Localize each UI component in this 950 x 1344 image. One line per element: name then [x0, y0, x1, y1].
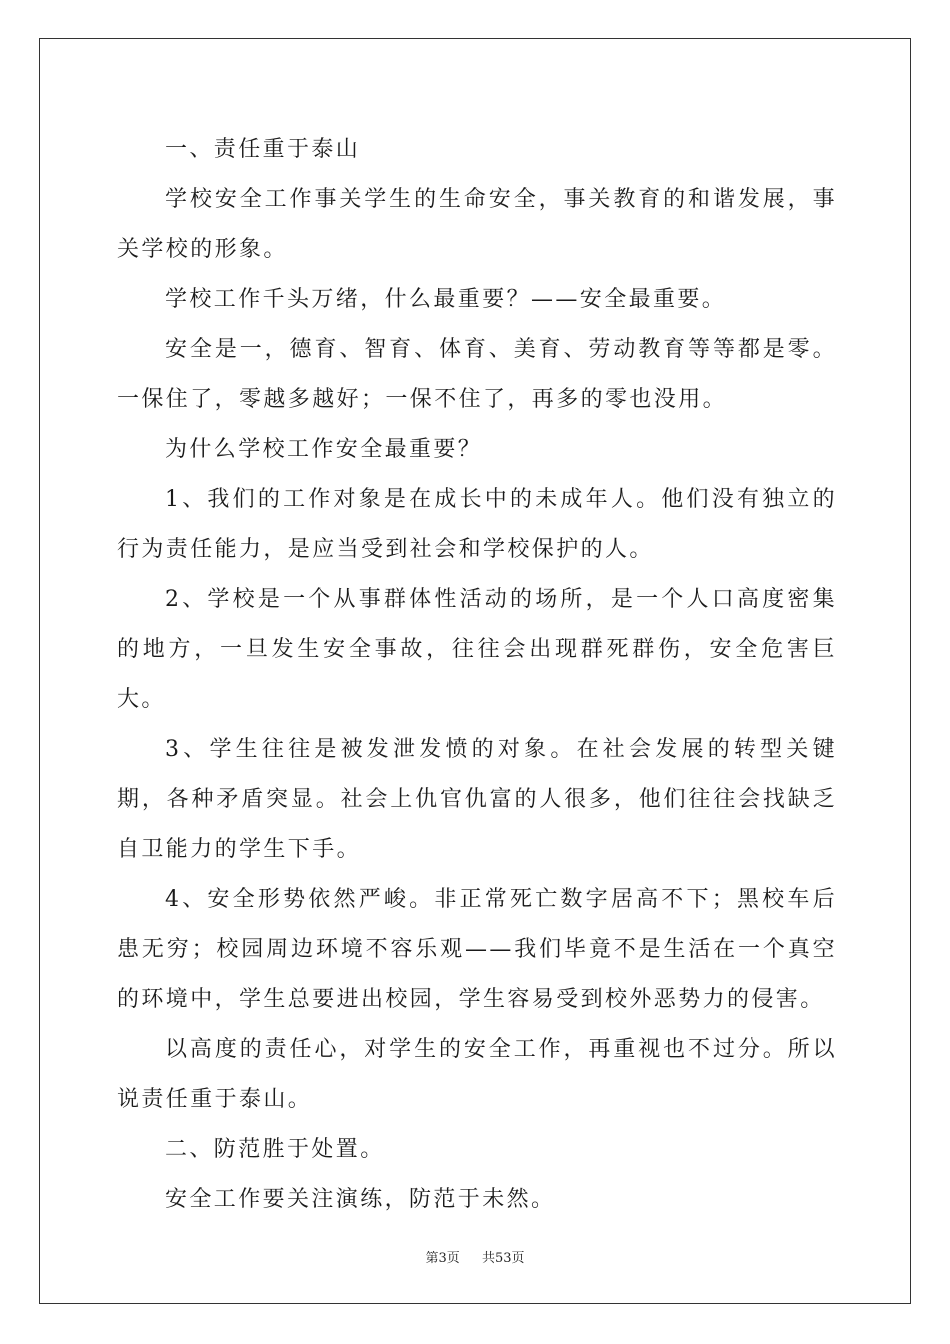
section-heading-2: 二、防范胜于处置。	[165, 1137, 385, 1162]
paragraph: 学校安全工作事关学生的生命安全，事关教育的和谐发展，事关学校的形象。	[117, 187, 837, 262]
list-item: 3、学生往往是被发泄发愤的对象。在社会发展的转型关键期，各种矛盾突显。社会上仇官仇富的人很多，他们往往会找缺乏自卫能力的学生下手。	[117, 737, 837, 862]
paragraph: 为什么学校工作安全最重要？	[165, 437, 483, 462]
paragraph: 安全工作要关注演练，防范于未然。	[165, 1187, 556, 1212]
page-footer	[0, 1247, 950, 1266]
document-body	[117, 125, 837, 1225]
total-page-count: 共53页	[482, 1251, 525, 1266]
list-item: 4、安全形势依然严峻。非正常死亡数字居高不下；黑校车后患无穷；校园周边环境不容乐观——我们毕竟不是生活在一个真空的环境中，学生总要进出校园，学生容易受到校外恶势力的侵害。	[117, 887, 837, 1012]
section-heading-1: 一、责任重于泰山	[165, 137, 361, 162]
list-item: 2、学校是一个从事群体性活动的场所，是一个人口高度密集的地方，一旦发生安全事故，往往会出现群死群伤，安全危害巨大。	[117, 587, 837, 712]
paragraph: 学校工作千头万绪，什么最重要？——安全最重要。	[165, 287, 727, 312]
current-page-number: 第3页	[425, 1251, 460, 1266]
list-item: 1、我们的工作对象是在成长中的未成年人。他们没有独立的行为责任能力，是应当受到社会和学校保护的人。	[117, 487, 837, 562]
paragraph: 安全是一，德育、智育、体育、美育、劳动教育等等都是零。一保住了，零越多越好；一保不住了，再多的零也没用。	[117, 337, 837, 412]
paragraph: 以高度的责任心，对学生的安全工作，再重视也不过分。所以说责任重于泰山。	[117, 1037, 837, 1112]
